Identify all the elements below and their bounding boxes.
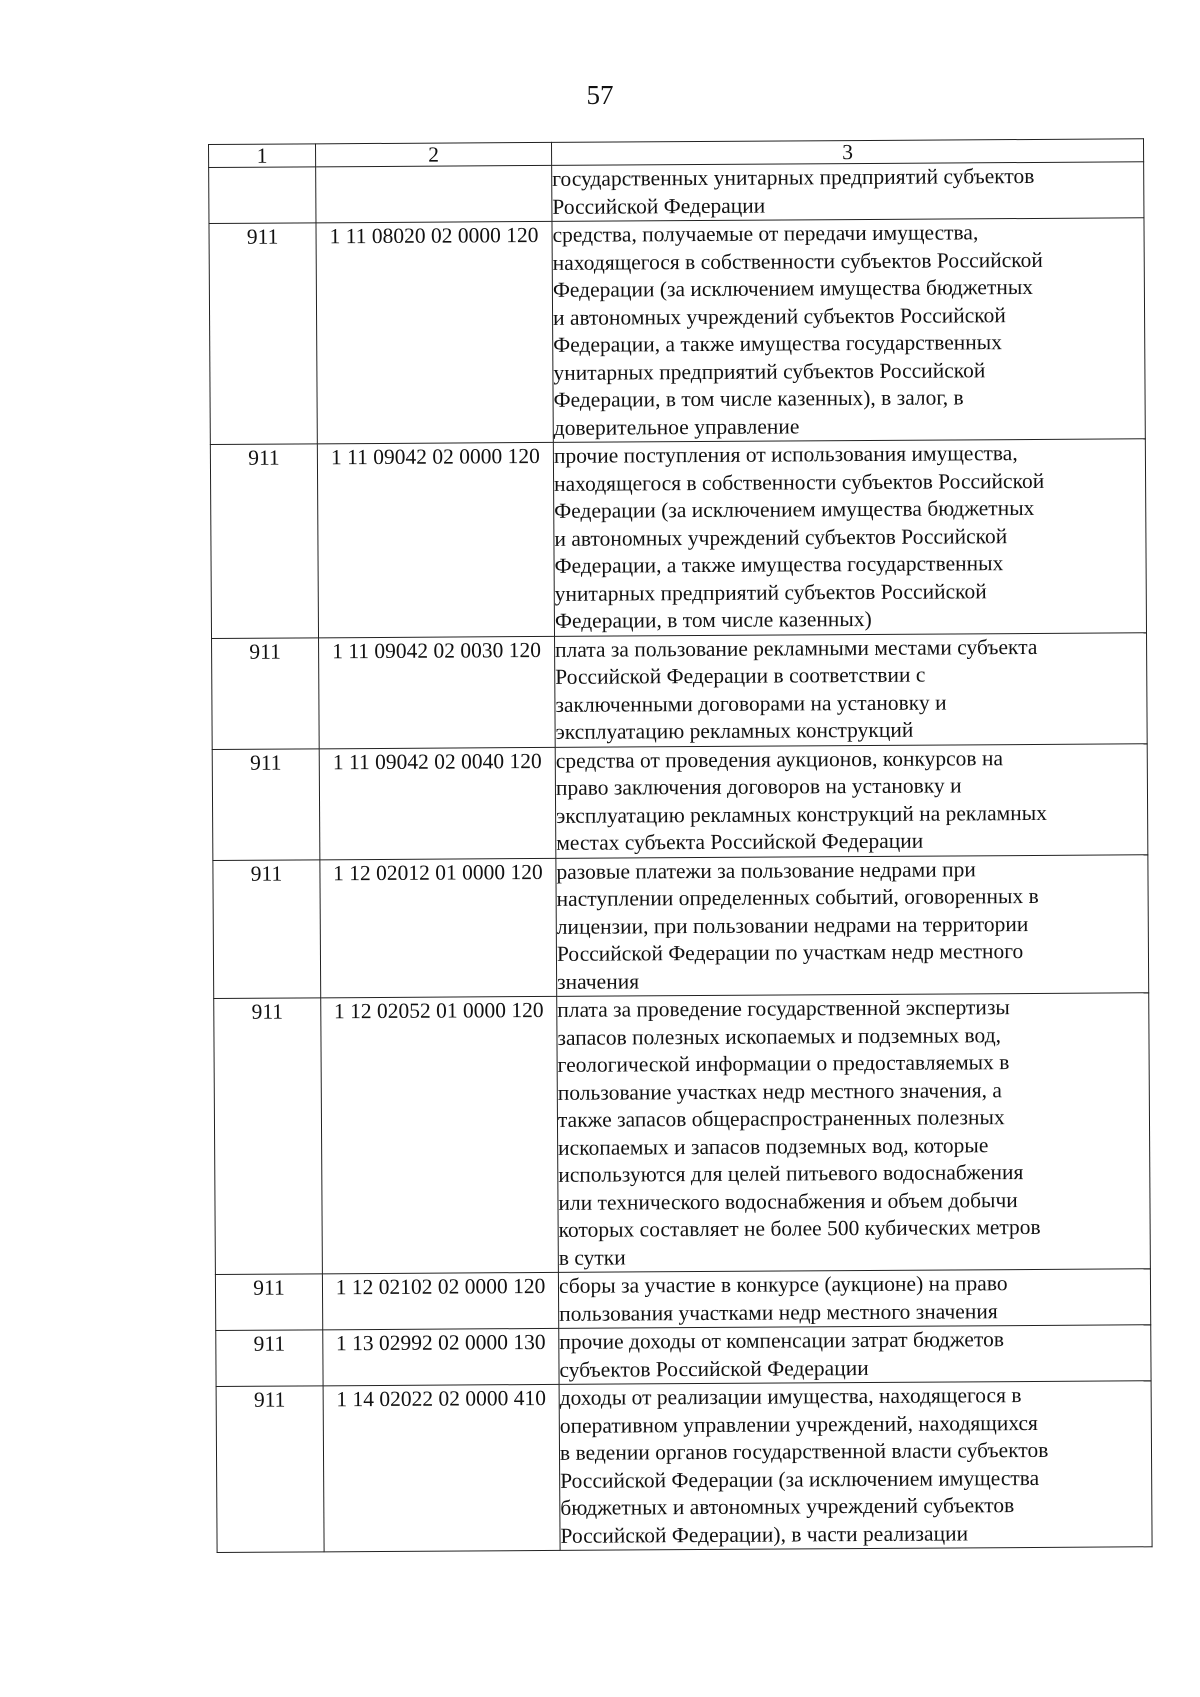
description-line: оперативном управлении учреждений, находящихся [559, 1410, 1038, 1438]
description-line: прочие поступления от использования имущества, [553, 441, 1018, 468]
table-row [212, 743, 1148, 860]
revenue-description-cell [556, 854, 1149, 996]
description-line: Российской Федерации по участкам недр местного [556, 939, 1024, 966]
budget-classification-code-cell [316, 165, 552, 222]
revenue-description-cell [559, 1325, 1151, 1385]
budget-classification-code-cell: 1 11 09042 02 0030 120 [319, 636, 556, 748]
budget-classification-code-cell: 1 12 02102 02 0000 120 [322, 1272, 558, 1329]
description-line: Федерации, в том числе казенных), в залог, в [553, 385, 964, 412]
admin-code-cell: 911 [212, 748, 320, 860]
table-row [214, 993, 1151, 1275]
admin-code-cell: 911 [213, 859, 321, 998]
description-line: Российской Федерации), в части реализации [560, 1520, 969, 1548]
description-line: эксплуатацию рекламных конструкций на рекламных [556, 800, 1047, 828]
description-line: доходы от реализации имущества, находящегося в [559, 1383, 1022, 1410]
description-line: средства, получаемые от передачи имущества, [552, 220, 979, 247]
column-header-3: 3 [551, 139, 1143, 166]
revenue-description-cell [559, 1381, 1152, 1551]
budget-classification-code-cell: 1 13 02992 02 0000 130 [323, 1328, 559, 1385]
description-line: разовые платежи за пользование недрами при [556, 856, 976, 884]
description-line: пользования участками недр местного значения [559, 1298, 998, 1326]
revenue-description-cell [552, 162, 1144, 222]
admin-code-cell [209, 167, 316, 224]
admin-code-cell: 911 [212, 637, 320, 749]
table-row [216, 1325, 1151, 1387]
budget-classification-code-cell: 1 11 09042 02 0000 120 [317, 442, 554, 637]
table-row [209, 162, 1144, 224]
budget-classification-code-cell: 1 11 09042 02 0040 120 [319, 747, 556, 859]
description-line: плата за пользование рекламными местами субъекта [555, 634, 1038, 662]
description-line: плата за проведение государственной экспертизы [557, 995, 1010, 1022]
description-line: Российской Федерации [552, 193, 766, 219]
document-sheet [208, 138, 1152, 1553]
table-row [215, 1269, 1150, 1331]
revenue-description-cell [555, 743, 1148, 858]
description-line: и автономных учреждений субъектов Российской [552, 302, 1006, 330]
description-line: Федерации, а также имущества государственных [553, 330, 1003, 357]
description-line: лицензии, при пользовании недрами на территории [556, 911, 1029, 939]
admin-code-cell: 911 [209, 223, 317, 445]
table-row [210, 439, 1146, 638]
description-line: используются для целей питьевого водоснабжения [558, 1160, 1024, 1187]
description-line: прочие доходы от компенсации затрат бюджетов [559, 1327, 1005, 1354]
description-line: доверительное управление [553, 413, 800, 440]
description-line: Российской Федерации в соответствии с [555, 662, 926, 689]
column-header-1: 1 [209, 144, 316, 168]
table-row [209, 218, 1145, 445]
description-line: пользование участках недр местного значения, а [557, 1077, 1003, 1105]
description-line: право заключения договоров на установку и [555, 773, 962, 800]
budget-classification-code-cell: 1 11 08020 02 0000 120 [316, 221, 553, 443]
description-line: наступлении определенных событий, оговоренных в [556, 883, 1039, 911]
description-line: бюджетных и автономных учреждений субъектов [560, 1493, 1015, 1520]
admin-code-cell: 911 [210, 444, 318, 638]
description-line: находящегося в собственности субъектов Российской [552, 247, 1043, 275]
description-line: находящегося в собственности субъектов Российской [554, 468, 1045, 496]
description-line: в сутки [558, 1244, 626, 1270]
page-number: 57 [586, 80, 614, 110]
admin-code-cell: 911 [214, 998, 323, 1275]
description-line: которых составляет не более 500 кубических метров [558, 1214, 1041, 1242]
description-line: запасов полезных ископаемых и подземных вод, [557, 1022, 1002, 1050]
description-line: заключенными договорами на установку и [555, 689, 947, 717]
table-row [212, 632, 1148, 749]
revenue-description-cell [555, 632, 1148, 747]
budget-classification-code-cell: 1 14 02022 02 0000 410 [323, 1384, 560, 1551]
revenue-description-cell [557, 993, 1151, 1273]
revenue-description-cell [552, 218, 1145, 443]
description-line: или технического водоснабжения и объем добычи [558, 1187, 1018, 1215]
description-line: геологической информации о предоставляемых в [557, 1050, 1010, 1077]
revenue-description-cell [553, 439, 1146, 636]
table-row [216, 1381, 1152, 1553]
description-line: Федерации, в том числе казенных) [554, 606, 872, 633]
description-line: средства от проведения аукционов, конкурсов на [555, 745, 1004, 773]
column-header-2: 2 [316, 142, 552, 166]
budget-classification-code-cell: 1 12 02012 01 0000 120 [320, 858, 557, 998]
description-line: государственных унитарных предприятий субъектов [552, 163, 1035, 191]
description-line: значения [557, 968, 640, 994]
admin-code-cell: 911 [216, 1386, 324, 1553]
description-line: Российской Федерации (за исключением имущества [560, 1465, 1040, 1493]
description-line: в ведении органов государственной власти субъектов [559, 1437, 1049, 1465]
admin-code-cell: 911 [216, 1330, 323, 1387]
description-line: сборы за участие в конкурсе (аукционе) на право [558, 1271, 1008, 1298]
description-line: Федерации (за исключением имущества бюджетных [552, 274, 1034, 302]
budget-revenue-table [208, 138, 1153, 1553]
description-line: ископаемых и запасов подземных вод, которые [558, 1132, 989, 1160]
description-line: Федерации (за исключением имущества бюджетных [554, 495, 1035, 523]
table-row [213, 854, 1149, 998]
description-line: субъектов Российской Федерации [559, 1355, 869, 1382]
revenue-description-cell [558, 1269, 1150, 1329]
description-line: местах субъекта Российской Федерации [556, 828, 924, 855]
admin-code-cell: 911 [215, 1274, 322, 1331]
description-line: унитарных предприятий субъектов Российской [553, 357, 986, 385]
description-line: Федерации, а также имущества государственных [554, 551, 1004, 578]
description-line: также запасов общераспространенных полезных [557, 1105, 1005, 1132]
description-line: унитарных предприятий субъектов Российской [554, 578, 987, 606]
description-line: и автономных учреждений субъектов Российской [554, 523, 1008, 551]
budget-classification-code-cell: 1 12 02052 01 0000 120 [321, 996, 559, 1273]
description-line: эксплуатацию рекламных конструкций [555, 717, 914, 744]
